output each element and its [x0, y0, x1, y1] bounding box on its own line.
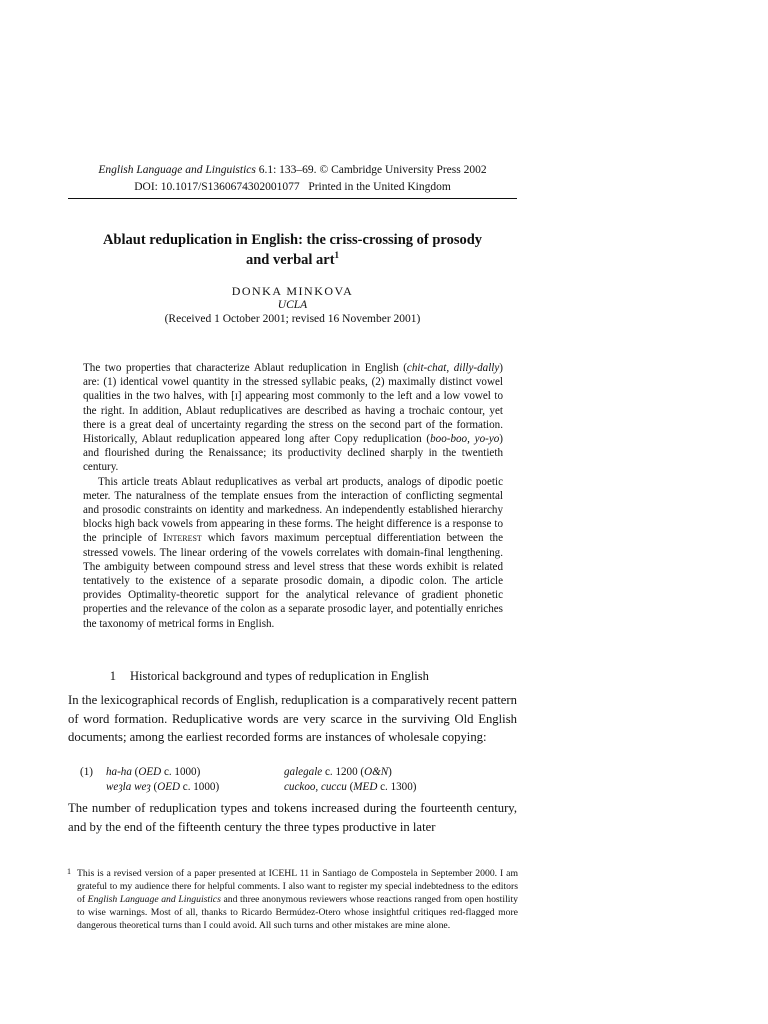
example-form-a: ha-ha (OED c. 1000): [106, 766, 201, 778]
example-form-a: weȝla weȝ (OED c. 1000): [106, 780, 220, 793]
body-paragraph-1: In the lexicographical records of English, reduplication is a comparatively recent pattern of word formation. Reduplicative words are very scarce in the surviving Old English documents; among the earliest recorded forms are instances of wholesale copying:: [68, 693, 517, 745]
body-paragraph-2: The number of reduplication types and tokens increased during the fourteenth century, and by the end of the fifteenth century the three types productive in later: [68, 801, 517, 834]
example-row: [80, 780, 416, 795]
journal-header: [68, 162, 517, 196]
abstract-paragraph-1: The two properties that characterize Ablaut reduplication in English (chit-chat, dilly-dally) are: (1) identical vowel quantity in the stressed syllabic peaks, (2) maximally distinct vowel qualities in the two halves, with [ɪ] appearing most commonly to the left and a low vowel to the right. In addition, Ablaut reduplicatives are described as having a trochaic contour, yet there is a great deal of uncertainty regarding the stress on the second part of the formation. Historically, Ablaut reduplication appeared long after Copy reduplication (boo-boo, yo-yo) and flourished during the Renaissance; its productivity declined sharply in the twentieth century.: [83, 362, 503, 474]
footnote-mark: 1: [67, 867, 71, 876]
abstract-paragraph-2: This article treats Ablaut reduplicatives as verbal art products, analogs of dipodic poetic meter. The naturalness of the template ensues from the interaction of conflicting segmental and prosodic constraints on identity and markedness. An independently established hierarchy blocks high back vowels from appearing in these forms. The height difference is a response to the principle of Interest which favors maximum perceptual differentiation between the stressed vowels. The linear ordering of the vowels correlates with domain-final lengthening. The ambiguity between compound stress and level stress that these words exhibit is related tentatively to the existence of a separate prosodic domain, a dipodic colon. The article provides Optimality-theoretic support for the analytical relevance of gradient phonetic properties and the relevance of the colon as a separate prosodic layer, and potentially enriches the taxonomy of metrical forms in English.: [83, 475, 503, 630]
footnote-journal-name: English Language and Linguistics: [87, 894, 221, 906]
doi: DOI: 10.1017/S1360674302001077: [134, 181, 300, 193]
author-affiliation: UCLA: [277, 299, 308, 311]
section-number: 1: [109, 669, 116, 683]
printed-in: Printed in the United Kingdom: [308, 181, 451, 193]
journal-citation: 6.1: 133–69.: [255, 164, 320, 176]
title-footnote-mark: 1: [334, 250, 340, 261]
article-title: [68, 230, 517, 270]
journal-citation-line: [68, 162, 517, 179]
title-line-1: Ablaut reduplication in English: the criss-crossing of prosody: [102, 232, 483, 248]
example-form-b: cuckoo, cuccu (MED c. 1300): [284, 780, 417, 793]
example-row: [80, 765, 416, 780]
example-1: [80, 765, 416, 794]
received-dates: (Received 1 October 2001; revised 16 November 2001): [164, 313, 421, 325]
footnote: This is a revised version of a paper presented at ICEHL 11 in Santiago de Compostela in September 2000. I am grateful to my audience there for helpful comments. I also want to register my special indebtedness to the editors of English Language and Linguistics and three anonymous reviewers whose reactions ranged from open hostility to wise warnings. Most of all, thanks to Ricardo Bermúdez-Otero whose insightful critiques red-flagged more dangerous theoretical turns than I could avoid. All such turns and other mistakes are mine alone.: [77, 868, 518, 932]
header-rule: [68, 198, 517, 199]
abstract: [83, 361, 503, 631]
doi-line: [68, 179, 517, 196]
section-title: Historical background and types of reduplication in English: [130, 669, 429, 683]
author-name: DONKA MINKOVA: [231, 284, 354, 298]
journal-name: English Language and Linguistics: [98, 164, 256, 176]
publisher: Cambridge University Press 2002: [328, 164, 487, 176]
title-line-2: and verbal art$^1$: [245, 250, 340, 268]
example-number: (1): [80, 766, 93, 778]
example-form-b: galegale c. 1200 (O&N): [284, 766, 392, 778]
section-heading: [68, 669, 517, 684]
copyright-symbol: ©: [319, 164, 329, 176]
